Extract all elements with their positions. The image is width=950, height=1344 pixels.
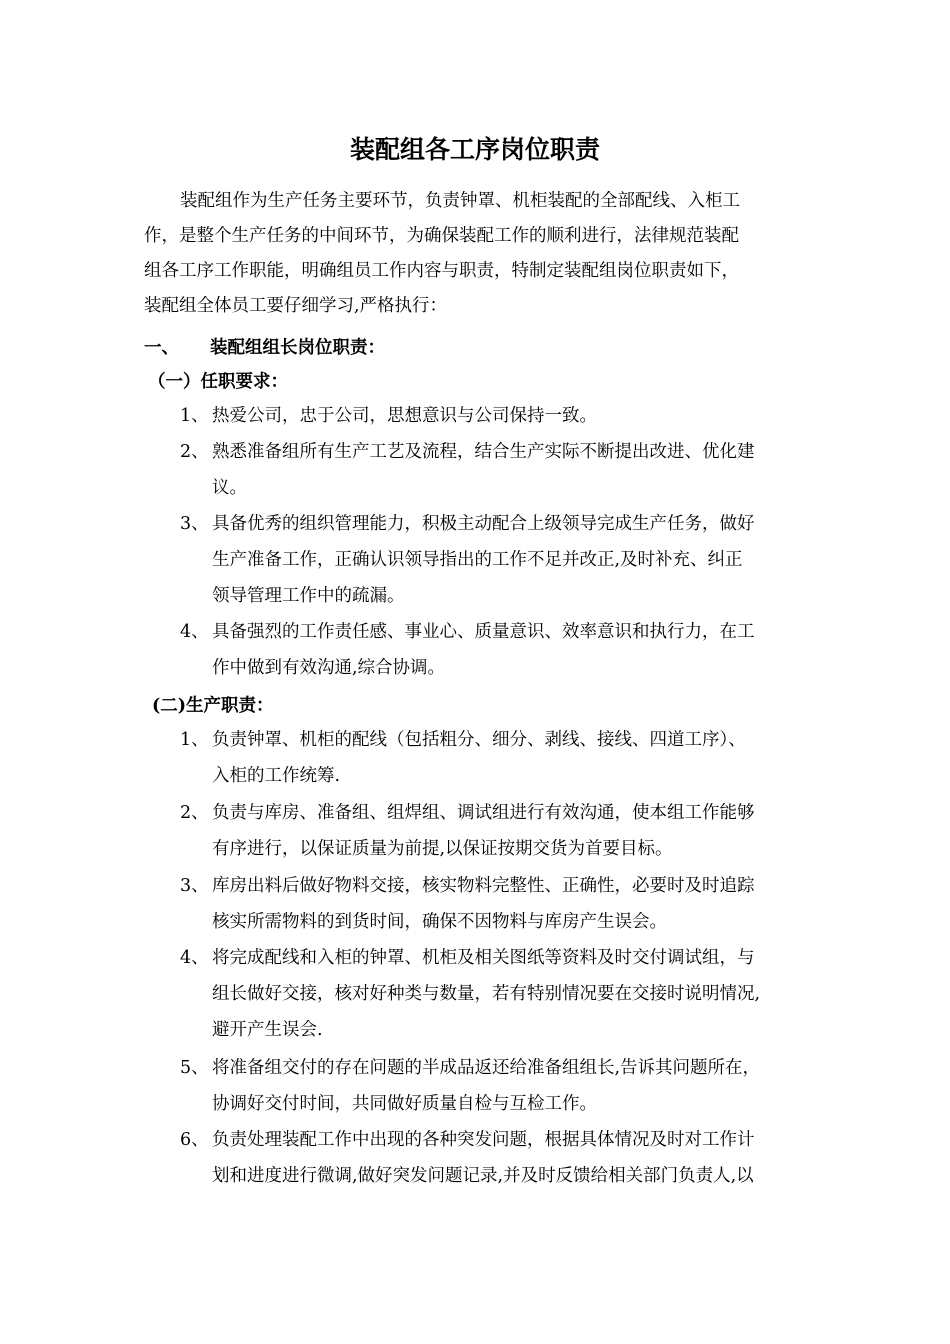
- item-line: 具备优秀的组织管理能力，积极主动配合上级领导完成生产任务，做好: [212, 514, 755, 534]
- item-line: 避开产生误会.: [212, 1020, 323, 1040]
- item-line: 入柜的工作统筹.: [212, 766, 341, 786]
- item-line: 热爱公司，忠于公司，思想意识与公司保持一致。: [212, 406, 597, 426]
- item-number: 1、: [180, 730, 209, 750]
- item-line: 负责与库房、准备组、组焊组、调试组进行有效沟通，使本组工作能够: [212, 803, 755, 823]
- item-number: 3、: [180, 514, 209, 534]
- intro-line: 作，是整个生产任务的中间环节，为确保装配工作的顺利进行，法律规范装配: [144, 226, 739, 246]
- list-item: [180, 434, 812, 506]
- section-heading: [144, 330, 385, 366]
- item-line: 领导管理工作中的疏漏。: [212, 586, 405, 606]
- item-line: 组长做好交接，核对好种类与数量，若有特别情况要在交接时说明情况,: [212, 984, 761, 1004]
- list-item: [180, 868, 812, 940]
- item-line: 具备强烈的工作责任感、事业心、质量意识、效率意识和执行力，在工: [212, 622, 755, 642]
- item-line: 负责处理装配工作中出现的各种突发问题，根据具体情况及时对工作计: [212, 1130, 755, 1150]
- item-line: 负责钟罩、机柜的配线（包括粗分、细分、剥线、接线、四道工序）、: [212, 730, 746, 750]
- item-number: 4、: [180, 622, 209, 642]
- intro-line: 装配组全体员工要仔细学习,严格执行：: [144, 296, 448, 316]
- list-item: [180, 940, 812, 1048]
- section-number: 一、: [144, 338, 179, 358]
- list-item: [180, 398, 812, 434]
- item-line: 划和进度进行微调,做好突发问题记录,并及时反馈给相关部门负责人,以: [212, 1166, 754, 1186]
- intro-paragraph: [144, 184, 812, 324]
- item-number: 2、: [180, 442, 209, 462]
- item-number: 1、: [180, 406, 209, 426]
- list-item: [180, 614, 812, 686]
- item-line: 库房出料后做好物料交接，核实物料完整性、正确性，必要时及时追踪: [212, 876, 755, 896]
- item-number: 2、: [180, 803, 209, 823]
- item-number: 6、: [180, 1130, 209, 1150]
- item-number: 5、: [180, 1058, 209, 1078]
- item-line: 议。: [212, 478, 247, 498]
- item-line: 将完成配线和入柜的钟罩、机柜及相关图纸等资料及时交付调试组，与: [212, 948, 755, 968]
- list-item: [180, 795, 812, 867]
- document-title: 装配组各工序岗位职责: [349, 135, 600, 164]
- intro-line: 装配组作为生产任务主要环节，负责钟罩、机柜装配的全部配线、入柜工: [180, 191, 740, 211]
- list-item: [180, 1050, 812, 1122]
- subsection-heading-requirements: （一）任职要求：: [148, 372, 288, 392]
- item-number: 4、: [180, 948, 209, 968]
- item-line: 作中做到有效沟通,综合协调。: [212, 658, 446, 678]
- intro-line: 组各工序工作职能，明确组员工作内容与职责，特制定装配组岗位职责如下，: [144, 261, 739, 281]
- item-line: 熟悉准备组所有生产工艺及流程，结合生产实际不断提出改进、优化建: [212, 442, 755, 462]
- item-line: 将准备组交付的存在问题的半成品返还给准备组组长,告诉其问题所在，: [212, 1058, 761, 1078]
- item-line: 协调好交付时间，共同做好质量自检与互检工作。: [212, 1094, 597, 1114]
- list-item: [180, 722, 812, 794]
- item-line: 有序进行，以保证质量为前提,以保证按期交货为首要目标。: [212, 839, 673, 859]
- item-line: 核实所需物料的到货时间，确保不因物料与库房产生误会。: [212, 912, 667, 932]
- section-heading-text: 装配组组长岗位职责：: [210, 338, 385, 358]
- list-item: [180, 506, 812, 614]
- item-number: 3、: [180, 876, 209, 896]
- list-item: [180, 1122, 812, 1194]
- item-line: 生产准备工作，正确认识领导指出的工作不足并改正,及时补充、纠正: [212, 550, 743, 570]
- subsection-heading-duties: (二)生产职责：: [152, 696, 274, 716]
